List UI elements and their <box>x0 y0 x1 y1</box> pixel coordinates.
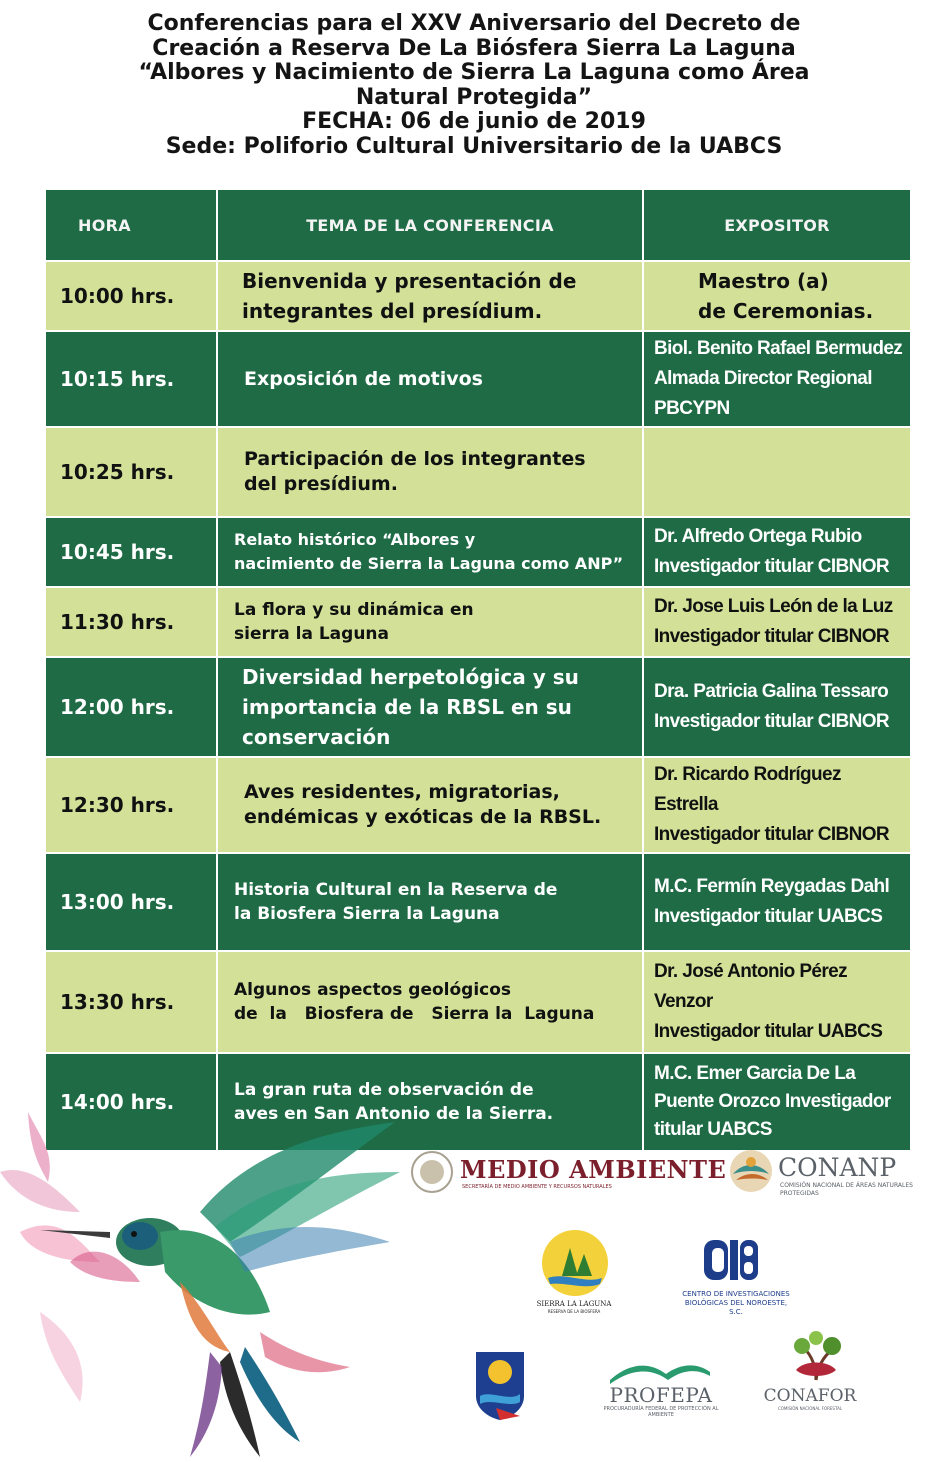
topic-line: la Biosfera Sierra la Laguna <box>234 904 500 924</box>
speaker-line: Dr. Ricardo Rodríguez Estrella <box>654 764 841 815</box>
row-topic <box>217 517 643 587</box>
table-row <box>45 853 911 951</box>
speaker-line: Almada Director Regional PBCYPN <box>654 368 872 419</box>
speaker-line: Investigador titular CIBNOR <box>654 626 890 647</box>
title-line-3: “Albores y Nacimiento de Sierra La Laguna como Área <box>138 60 810 86</box>
speaker-line: Investigador titular UABCS <box>654 906 883 927</box>
topic-line: aves en San Antonio de la Sierra. <box>234 1104 554 1124</box>
row-speaker <box>643 427 911 517</box>
speaker-line: M.C. Emer Garcia De La <box>654 1063 856 1084</box>
row-speaker <box>643 757 911 853</box>
speaker-line: Dr. Jose Luis León de la Luz <box>654 596 893 617</box>
speaker-line: de Ceremonias. <box>698 299 874 323</box>
topic-line: Bienvenida y presentación de <box>242 269 577 293</box>
topic-line: La gran ruta de observación de <box>234 1080 534 1100</box>
row-speaker <box>643 517 911 587</box>
row-time: 10:45 hrs. <box>45 517 217 587</box>
speaker-line: Biol. Benito Rafael Bermudez <box>654 338 903 359</box>
speaker-line: Dr. Alfredo Ortega Rubio <box>654 526 862 547</box>
row-speaker <box>643 853 911 951</box>
row-topic <box>217 427 643 517</box>
title-line-1: Conferencias para el XXV Aniversario del Decreto de <box>147 11 801 36</box>
topic-line: sierra la Laguna <box>234 624 390 644</box>
event-date: FECHA: 06 de junio de 2019 <box>302 109 646 135</box>
table-row <box>45 951 911 1053</box>
speaker-line: Dra. Patricia Galina Tessaro <box>654 681 889 702</box>
mexico-seal-icon <box>410 1150 454 1194</box>
speaker-line: Investigador titular CIBNOR <box>654 824 890 845</box>
hummingbird-illustration <box>0 1112 410 1462</box>
speaker-line: titular UABCS <box>654 1119 772 1140</box>
sierra-la-laguna-logo-icon <box>540 1228 610 1298</box>
row-time: 11:30 hrs. <box>45 587 217 657</box>
row-topic <box>217 853 643 951</box>
col-header-tema: TEMA DE LA CONFERENCIA <box>217 189 643 261</box>
row-topic <box>217 587 643 657</box>
conafor-logo: CONAFOR <box>763 1386 857 1406</box>
row-time: 14:00 hrs. <box>45 1053 217 1151</box>
table-row <box>45 657 911 757</box>
profepa-wave-icon <box>610 1358 710 1384</box>
table-row <box>45 331 911 427</box>
row-speaker <box>643 657 911 757</box>
topic-line: Algunos aspectos geológicos <box>234 980 512 1000</box>
topic-line: Historia Cultural en la Reserva de <box>234 880 558 900</box>
conanp-subtitle: COMISIÓN NACIONAL DE ÁREAS NATURALES PROTEGIDAS <box>780 1182 913 1197</box>
row-topic <box>217 657 643 757</box>
table-row <box>45 261 911 331</box>
row-topic <box>217 261 643 331</box>
medio-ambiente-subtitle: SECRETARÍA DE MEDIO AMBIENTE Y RECURSOS NATURALES <box>462 1184 612 1190</box>
profepa-logo: PROFEPA <box>609 1383 713 1407</box>
topic-line: Relato histórico “Albores y <box>234 530 476 549</box>
topic-line: nacimiento de Sierra la Laguna como ANP” <box>234 554 624 573</box>
profepa-subtitle: PROCURADURÍA FEDERAL DE PROTECCIÓN AL AMBIENTE <box>603 1406 719 1418</box>
page-header <box>0 12 948 160</box>
row-topic <box>217 951 643 1053</box>
topic-line: Aves residentes, migratorias, <box>244 781 560 803</box>
topic-line: conservación <box>242 725 391 749</box>
conanp-logo: CONANP <box>778 1153 897 1182</box>
row-speaker <box>643 1053 911 1151</box>
row-speaker <box>643 587 911 657</box>
conafor-logo-icon <box>782 1330 850 1386</box>
sierra-la-laguna-subtitle: RESERVA DE LA BIOSFERA <box>547 1309 601 1314</box>
speaker-line: Investigador titular CIBNOR <box>654 556 890 577</box>
row-speaker <box>643 951 911 1053</box>
row-time: 13:00 hrs. <box>45 853 217 951</box>
row-topic <box>217 331 643 427</box>
row-time: 10:00 hrs. <box>45 261 217 331</box>
medio-ambiente-logo: MEDIO AMBIENTE <box>460 1155 727 1184</box>
table-row <box>45 517 911 587</box>
topic-line: del presídium. <box>244 473 398 495</box>
topic-line: endémicas y exóticas de la RBSL. <box>244 806 602 828</box>
table-row <box>45 757 911 853</box>
col-header-hora: HORA <box>45 189 217 261</box>
col-header-expositor: EXPOSITOR <box>643 189 911 261</box>
row-time: 10:15 hrs. <box>45 331 217 427</box>
event-venue: Sede: Poliforio Cultural Universitario de la UABCS <box>165 133 783 159</box>
row-time: 13:30 hrs. <box>45 951 217 1053</box>
topic-line: importancia de la RBSL en su <box>242 695 572 719</box>
table-row <box>45 427 911 517</box>
table-header-row <box>45 189 911 261</box>
row-speaker <box>643 331 911 427</box>
title-line-4: Natural Protegida” <box>355 84 593 110</box>
row-time: 12:00 hrs. <box>45 657 217 757</box>
topic-line: de la Biosfera de Sierra la Laguna <box>234 1004 595 1024</box>
title-line-2: Creación a Reserva De La Biósfera Sierra La Laguna <box>152 35 796 61</box>
topic-line: Diversidad herpetológica y su <box>242 665 579 689</box>
row-topic <box>217 757 643 853</box>
sierra-la-laguna-label: SIERRA LA LAGUNA <box>536 1300 612 1308</box>
cibnor-label: CENTRO DE INVESTIGACIONES BIOLÓGICAS DEL NOROESTE, S.C. <box>682 1290 790 1316</box>
speaker-line: Dr. José Antonio Pérez Venzor <box>654 961 848 1012</box>
cibnor-logo-icon <box>700 1234 762 1284</box>
table-row <box>45 587 911 657</box>
topic-line: Exposición de motivos <box>244 367 483 390</box>
speaker-line: Puente Orozco Investigador <box>654 1091 891 1112</box>
topic-line: integrantes del presídium. <box>242 299 543 323</box>
row-time: 12:30 hrs. <box>45 757 217 853</box>
speaker-line: Investigador titular UABCS <box>654 1021 883 1042</box>
topic-line: La flora y su dinámica en <box>234 600 474 620</box>
uabcs-shield-icon <box>470 1346 530 1422</box>
schedule-table <box>44 188 912 1152</box>
row-time: 10:25 hrs. <box>45 427 217 517</box>
row-speaker <box>643 261 911 331</box>
conanp-logo-icon <box>728 1148 774 1194</box>
conafor-subtitle: COMISIÓN NACIONAL FORESTAL <box>777 1406 843 1411</box>
topic-line: Participación de los integrantes <box>244 448 586 470</box>
speaker-line: M.C. Fermín Reygadas Dahl <box>654 876 890 897</box>
speaker-line: Investigador titular CIBNOR <box>654 711 890 732</box>
speaker-line: Maestro (a) <box>698 269 829 293</box>
